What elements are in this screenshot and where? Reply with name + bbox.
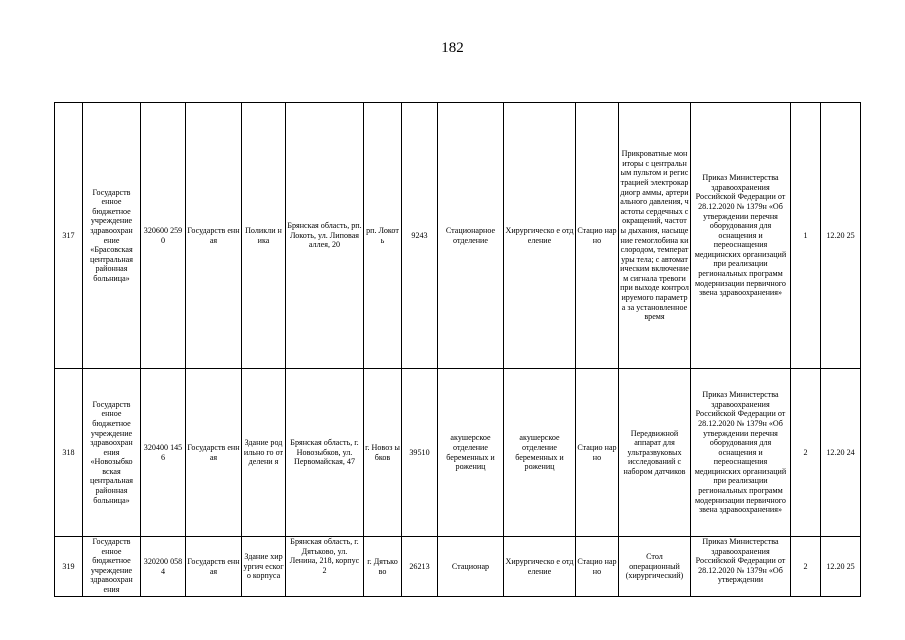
row-number: 317 [55,103,83,369]
due-date: 12.20 25 [821,537,861,597]
unit: Стационар [438,537,504,597]
equipment: Передвижной аппарат для ультразвуковых исследований с набором датчиков [619,369,691,537]
due-date: 12.20 24 [821,369,861,537]
address: Брянская область, г. Новозыбков, ул. Первомайская, 47 [286,369,364,537]
row-number: 319 [55,537,83,597]
department: акушерское отделение беременных и рожениц [504,369,576,537]
ownership-form: Государств енная [186,369,242,537]
legal-basis: Приказ Министерства здравоохранения Российской Федерации от 28.12.2020 № 1379н «Об утверждении [691,537,791,597]
unit: Стационарное отделение [438,103,504,369]
locality: рп. Локоть [364,103,402,369]
row-number: 318 [55,369,83,537]
organization-code: 320200 0584 [141,537,186,597]
organization-name: Государств енное бюджетное учреждение здравоохран ение «Брасовская центральная районная больница» [83,103,141,369]
address: Брянская область, рп. Локоть, ул. Липовая аллея, 20 [286,103,364,369]
unit: акушерское отделение беременных и рожениц [438,369,504,537]
building-type: Поликли ника [242,103,286,369]
quantity: 2 [791,537,821,597]
address: Брянская область, г. Дятьково, ул. Ленина, 218, корпус 2 [286,537,364,597]
population: 26213 [402,537,438,597]
care-type: Стацио нарно [576,103,619,369]
organization-code: 320400 1456 [141,369,186,537]
equipment: Прикроватные мониторы с центральным пультом и регистрацией электрокардиогр аммы, артериального давления, частоты сердечных сокращений, частоты дыхания, насыщение гемоглобина кислородом, температуры тела; с автоматическим включением сигнала тревоги при выходе контролируемого параметра за установленное время [619,103,691,369]
locality: г. Дятько во [364,537,402,597]
table-row [55,103,861,369]
building-type: Здание хирургич еского корпуса [242,537,286,597]
equipment: Стол операционный (хирургический) [619,537,691,597]
care-type: Стацио нарно [576,537,619,597]
organization-code: 320600 2590 [141,103,186,369]
quantity: 2 [791,369,821,537]
quantity: 1 [791,103,821,369]
organization-name: Государств енное бюджетное учреждение здравоохран ения «Новозыбко вская центральная районная больница» [83,369,141,537]
legal-basis: Приказ Министерства здравоохранения Российской Федерации от 28.12.2020 № 1379н «Об утверждении перечня оборудования для оснащения и переоснащения медицинских организаций при реализации региональных программ модернизации первичного звена здравоохранения» [691,103,791,369]
locality: г. Новоз ыбков [364,369,402,537]
care-type: Стацио нарно [576,369,619,537]
table-row [55,537,861,597]
department: Хирургическо е отделение [504,103,576,369]
table-row [55,369,861,537]
page-number: 182 [441,40,464,56]
population: 9243 [402,103,438,369]
building-type: Здание родильно го отделени я [242,369,286,537]
population: 39510 [402,369,438,537]
ownership-form: Государств енная [186,537,242,597]
equipment-table [54,102,861,597]
ownership-form: Государств енная [186,103,242,369]
department: Хирургическо е отделение [504,537,576,597]
due-date: 12.20 25 [821,103,861,369]
legal-basis: Приказ Министерства здравоохранения Российской Федерации от 28.12.2020 № 1379н «Об утверждении перечня оборудования для оснащения и переоснащения медицинских организаций при реализации региональных программ модернизации первичного звена здравоохранения» [691,369,791,537]
organization-name: Государств енное бюджетное учреждение здравоохран ения [83,537,141,597]
